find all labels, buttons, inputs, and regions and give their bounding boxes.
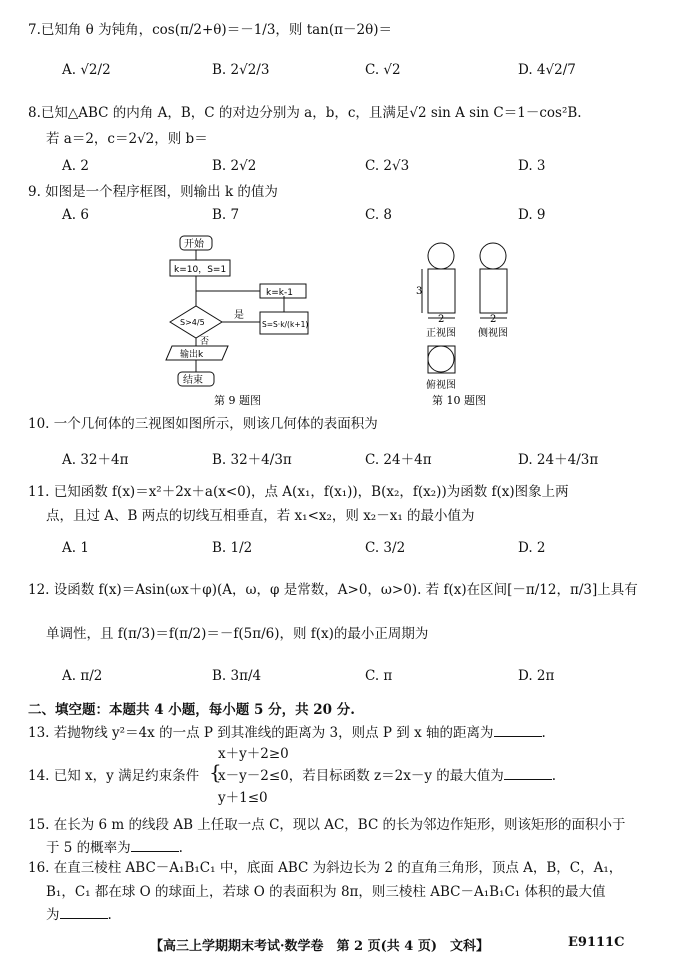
option-b: B. 1/2 bbox=[212, 540, 253, 556]
flowchart-condition-text: S>4/5 bbox=[180, 318, 205, 327]
option-d: D. 2 bbox=[518, 540, 546, 556]
option-a: A. π/2 bbox=[62, 668, 103, 684]
constraint-3: y＋1≤0 bbox=[218, 790, 268, 806]
option-c: C. 8 bbox=[365, 207, 393, 223]
option-d: D. 4√2/7 bbox=[518, 62, 576, 78]
flowchart-yes-label: 是 bbox=[234, 310, 244, 321]
constraint-1: x＋y＋2≥0 bbox=[218, 746, 289, 762]
option-d: D. 3 bbox=[518, 158, 546, 174]
front-view-width-label: 2 bbox=[438, 314, 445, 325]
question-13-text: 13. 若抛物线 y²＝4x 的一点 P 到其准线的距离为 3，则点 P 到 x 轴的距离为 bbox=[28, 725, 494, 741]
option-a: A. 1 bbox=[62, 540, 89, 556]
question-11-stem-line2: 点，且过 A、B 两点的切线互相垂直，若 x₁<x₂，则 x₂－x₁ 的最小值为 bbox=[46, 508, 475, 524]
question-10-options bbox=[62, 448, 622, 470]
question-12-options bbox=[62, 668, 622, 690]
brace-icon: { bbox=[209, 760, 222, 784]
option-c: C. π bbox=[365, 668, 393, 684]
option-b: B. 2√2 bbox=[212, 158, 257, 174]
question-8-stem-line2: 若 a＝2，c＝2√2，则 b＝ bbox=[46, 131, 208, 147]
front-view-sphere bbox=[428, 243, 454, 269]
option-c: C. 24＋4π bbox=[365, 452, 432, 468]
side-view-width-label: 2 bbox=[490, 314, 497, 325]
option-a: A. 32＋4π bbox=[62, 452, 129, 468]
question-14-intro: 14. 已知 x，y 满足约束条件 bbox=[28, 768, 200, 784]
option-c: C. √2 bbox=[365, 62, 401, 78]
footer-code: E9111C bbox=[568, 935, 625, 950]
option-c: C. 2√3 bbox=[365, 158, 410, 174]
option-d: D. 24＋4/3π bbox=[518, 452, 599, 468]
answer-blank bbox=[131, 839, 179, 852]
option-d: D. 2π bbox=[518, 668, 555, 684]
top-view-circle bbox=[428, 346, 454, 372]
option-b: B. 32＋4/3π bbox=[212, 452, 292, 468]
option-a: A. 2 bbox=[62, 158, 89, 174]
option-b: B. 2√2/3 bbox=[212, 62, 270, 78]
answer-blank bbox=[504, 767, 552, 780]
question-8-stem: 8.已知△ABC 的内角 A，B，C 的对边分别为 a，b，c，且满足√2 sin A sin C＝1－cos²B. bbox=[28, 105, 582, 121]
option-b: B. 7 bbox=[212, 207, 240, 223]
option-c: C. 3/2 bbox=[365, 540, 406, 556]
question-16-line1: 16. 在直三棱柱 ABC－A₁B₁C₁ 中，底面 ABC 为斜边长为 2 的直角三角形，顶点 A，B，C，A₁， bbox=[28, 860, 623, 876]
flowchart-start-text: 开始 bbox=[184, 239, 204, 250]
option-d: D. 9 bbox=[518, 207, 546, 223]
question-15-line2: 于 5 的概率为 . bbox=[46, 840, 183, 856]
front-view-height-label: 3 bbox=[416, 286, 423, 297]
question-7-stem: 7.已知角 θ 为钝角，cos(π/2+θ)＝－1/3，则 tan(π－2θ)＝ bbox=[28, 22, 392, 38]
flowchart-end-text: 结束 bbox=[183, 375, 203, 386]
three-views-figure bbox=[410, 238, 530, 408]
option-b: B. 3π/4 bbox=[212, 668, 262, 684]
side-view-cylinder bbox=[480, 269, 507, 313]
flowchart-no-label: 否 bbox=[200, 337, 210, 347]
question-16-line3: 为 . bbox=[46, 907, 112, 923]
question-9-stem: 9. 如图是一个程序框图，则输出 k 的值为 bbox=[28, 184, 278, 200]
question-14-constraint-2: x－y－2≤0，若目标函数 z＝2x－y 的最大值为 . bbox=[218, 768, 557, 784]
front-view-cylinder bbox=[428, 269, 455, 313]
question-11-stem: 11. 已知函数 f(x)＝x²＋2x＋a(x<0)，点 A(x₁，f(x₁))，B(x₂，f(x₂))为函数 f(x)图象上两 bbox=[28, 484, 569, 500]
question-13: 13. 若抛物线 y²＝4x 的一点 P 到其准线的距离为 3，则点 P 到 x 轴的距离为 . bbox=[28, 725, 546, 741]
flowchart-update-s-text: S=S·k/(k+1) bbox=[262, 320, 309, 329]
section-2-heading: 二、填空题：本题共 4 小题，每小题 5 分，共 20 分. bbox=[28, 702, 355, 718]
question-9-options bbox=[62, 207, 622, 229]
flowchart-figure bbox=[158, 232, 318, 410]
top-view-label: 俯视图 bbox=[426, 380, 456, 391]
flowchart-update-k-text: k=k-1 bbox=[266, 288, 293, 298]
question-16-line3-text: 为 bbox=[46, 907, 60, 923]
figure-9-caption: 第 9 题图 bbox=[214, 394, 261, 407]
question-12-stem-line2: 单调性，且 f(π/3)＝f(π/2)＝－f(5π/6)，则 f(x)的最小正周期为 bbox=[46, 626, 429, 642]
front-view-label: 正视图 bbox=[426, 328, 456, 339]
question-8-options bbox=[62, 158, 622, 180]
answer-blank bbox=[494, 724, 542, 737]
footer-title: 【高三上学期期末考试·数学卷 第 2 页(共 4 页) 文科】 bbox=[150, 939, 490, 954]
flowchart-output-text: 输出k bbox=[180, 350, 204, 360]
option-a: A. 6 bbox=[62, 207, 89, 223]
question-11-options bbox=[62, 540, 622, 562]
flowchart-init-text: k=10，S=1 bbox=[174, 265, 227, 275]
question-16-line2: B₁，C₁ 都在球 O 的球面上，若球 O 的表面积为 8π，则三棱柱 ABC－A₁B₁C₁ 体积的最大值 bbox=[46, 884, 606, 900]
question-15-line1: 15. 在长为 6 m 的线段 AB 上任取一点 C，现以 AC，BC 的长为邻边作矩形，则该矩形的面积小于 bbox=[28, 817, 626, 833]
figure-10-caption: 第 10 题图 bbox=[432, 394, 486, 407]
answer-blank bbox=[60, 906, 108, 919]
side-view-label: 侧视图 bbox=[478, 328, 508, 339]
question-7-options bbox=[62, 62, 622, 84]
option-a: A. √2/2 bbox=[62, 62, 111, 78]
side-view-sphere bbox=[480, 243, 506, 269]
constraint-2-text: x－y－2≤0，若目标函数 z＝2x－y 的最大值为 bbox=[218, 768, 504, 784]
question-12-stem: 12. 设函数 f(x)＝Asin(ωx＋φ)(A，ω，φ 是常数，A>0，ω>0). 若 f(x)在区间[－π/12，π/3]上具有 bbox=[28, 582, 638, 598]
question-10-stem: 10. 一个几何体的三视图如图所示，则该几何体的表面积为 bbox=[28, 416, 378, 432]
question-15-line2-text: 于 5 的概率为 bbox=[46, 840, 131, 856]
